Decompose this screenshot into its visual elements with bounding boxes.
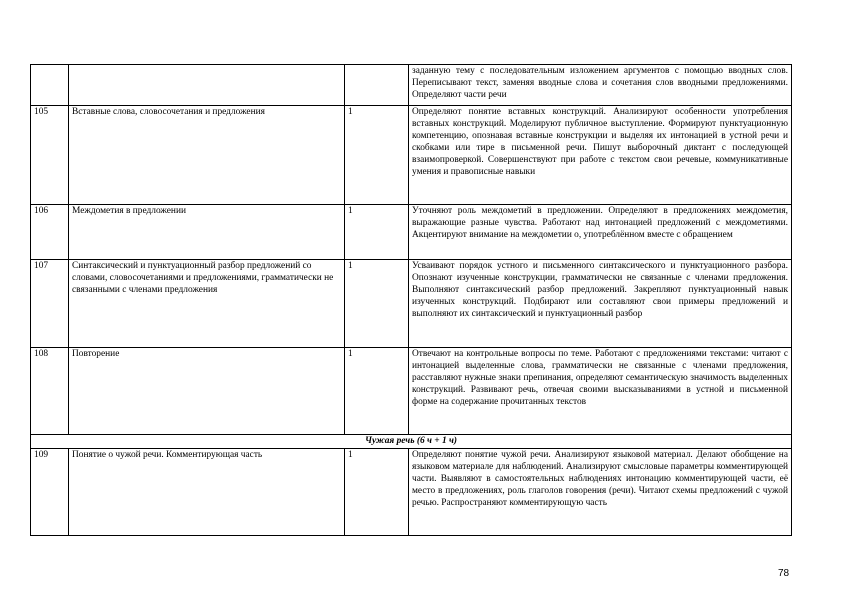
lesson-hours: 1 [345,205,409,260]
lesson-activities: Определяют понятие вставных конструкций. Анализируют особенности употребления вставных конструкций. Моделируют публичное выступление. Формируют пунктуационную компетенцию, опознавая вставные конструкции и выделяя их интонацией в устной речи и скобками или тире в письменной речи. Пишут выборочный диктант с последующей взаимопроверкой. Совершенствуют при работе с текстом свои речевые, коммуникативные умения и правописные навыки [409,106,792,205]
lesson-topic: Вставные слова, словосочетания и предложения [69,106,345,205]
lesson-activities: Усваивают порядок устного и письменного синтаксического и пунктуационного разбора. Опознают изученные конструкции, грамматически не связанные с членами предложения. Выполняют синтаксический разбор предложений. Закрепляют пунктуационный навык изученных конструкций. Подбирают или составляют свои примеры предложений и выполняют их синтаксический и пунктуационный разбор [409,260,792,348]
table-row [31,449,792,536]
lesson-number: 109 [31,449,69,536]
lesson-hours: 1 [345,348,409,435]
lesson-topic: Понятие о чужой речи. Комментирующая часть [69,449,345,536]
lesson-activities: Отвечают на контрольные вопросы по теме. Работают с предложениями текстами: читают с интонацией выделенные слова, грамматически не связанные с членами предложения, расставляют нужные знаки препинания, определяют семантическую значимость выделенных конструкций. Развивают речь, отвечая своими высказываниями в устной и письменной форме на содержание прочитанных текстов [409,348,792,435]
page-number: 78 [778,568,790,579]
lesson-hours: 1 [345,449,409,536]
lesson-topic [69,65,345,106]
thematic-plan-table [30,64,792,536]
lesson-topic: Повторение [69,348,345,435]
lesson-hours: 1 [345,106,409,205]
table-row [31,65,792,106]
lesson-hours: 1 [345,260,409,348]
table-row [31,348,792,435]
lesson-activities: заданную тему с последовательным изложением аргументов с помощью вводных слов. Переписывают текст, заменяя вводные слова и сочетания слов вводными предложениями. Определяют части речи [409,65,792,106]
lesson-number [31,65,69,106]
section-row [31,435,792,449]
table-row [31,106,792,205]
table-row [31,205,792,260]
lesson-topic: Синтаксический и пунктуационный разбор предложений со словами, словосочетаниями и предложениями, грамматически не связанными с членами предложения [69,260,345,348]
lesson-number: 106 [31,205,69,260]
lesson-activities: Определяют понятие чужой речи. Анализируют языковой материал. Делают обобщение на языковом материале для наблюдений. Анализируют смысловые параметры комментирующей части. Выявляют в самостоятельных наблюдениях интонацию комментирующей части, её место в предложениях, роль глаголов говорения (речи). Читают схемы предложений с чужой речью. Распространяют комментирующую часть [409,449,792,536]
lesson-number: 107 [31,260,69,348]
lesson-activities: Уточняют роль междометий в предложении. Определяют в предложениях междометия, выражающие разные чувства. Работают над интонацией предложений с междометиями. Акцентируют внимание на междометии о, употреблённом вместе с обращением [409,205,792,260]
section-heading: Чужая речь (6 ч + 1 ч) [31,435,792,449]
table-row [31,260,792,348]
lesson-number: 108 [31,348,69,435]
lesson-topic: Междометия в предложении [69,205,345,260]
lesson-hours [345,65,409,106]
lesson-number: 105 [31,106,69,205]
